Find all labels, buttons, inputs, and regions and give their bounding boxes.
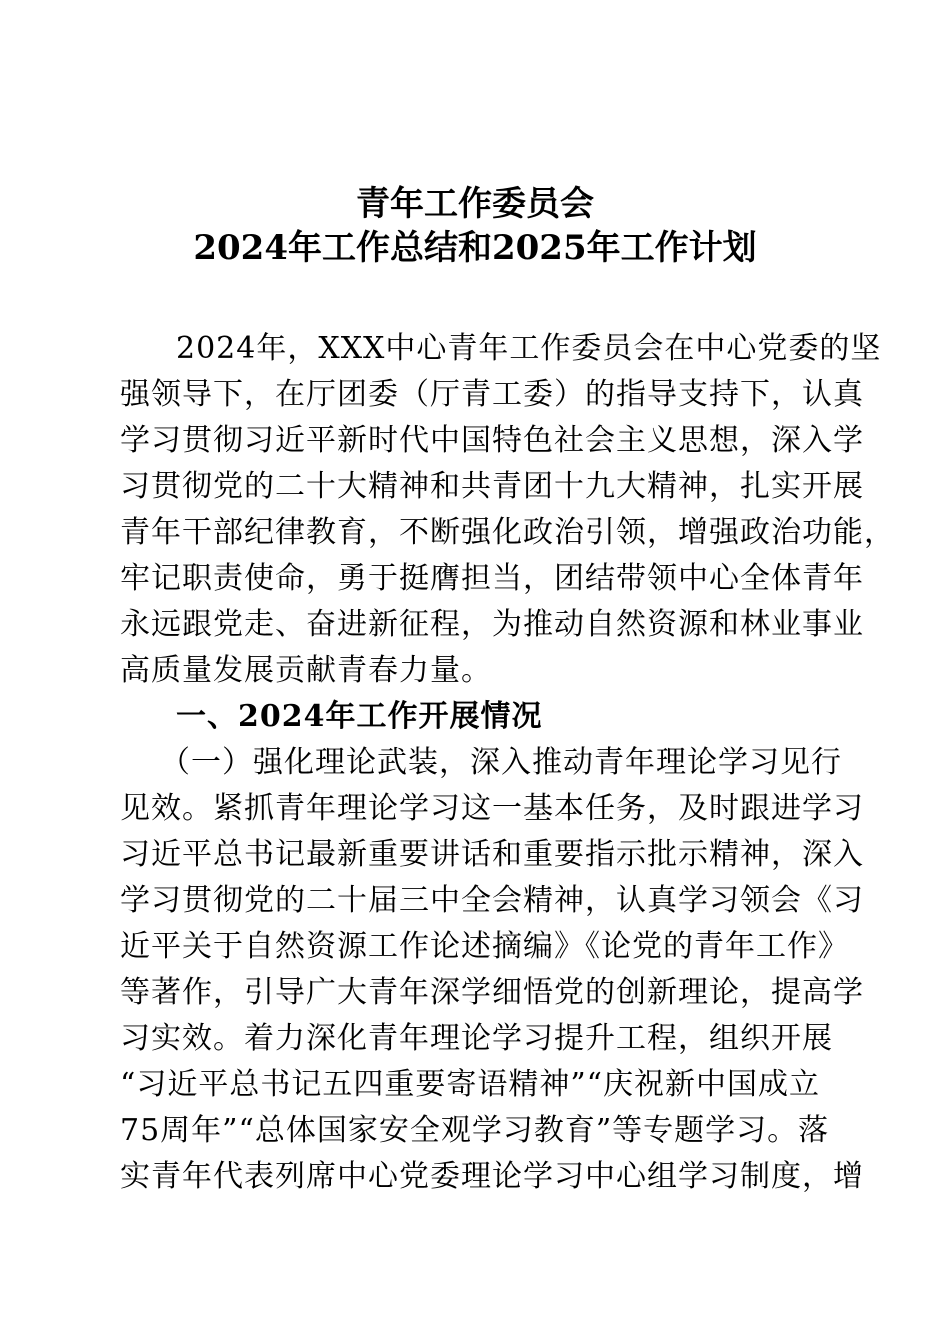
paragraph-line: 牢记职责使命，勇于挺膺担当，团结带领中心全体青年 [120, 561, 864, 596]
document-title-line-2: 2024年工作总结和2025年工作计划 [193, 228, 757, 268]
paragraph-line: 高质量发展贡献青春力量。 [120, 653, 492, 688]
paragraph-line: 青年干部纪律教育，不断强化政治引领，增强政治功能， [120, 515, 895, 550]
paragraph-line: 实青年代表列席中心党委理论学习中心组学习制度，增 [120, 1159, 864, 1194]
paragraph-line: 习贯彻党的二十大精神和共青团十九大精神，扎实开展 [120, 469, 864, 504]
section-heading: 一、2024年工作开展情况 [176, 699, 543, 734]
paragraph-line: 近平关于自然资源工作论述摘编》《论党的青年工作》 [120, 929, 849, 964]
paragraph-line: 75周年”“总体国家安全观学习教育”等专题学习。落 [120, 1113, 830, 1148]
paragraph-line: 见效。紧抓青年理论学习这一基本任务，及时跟进学习 [120, 791, 864, 826]
document-title-line-1: 青年工作委员会 [356, 184, 594, 224]
paragraph-line: 习实效。着力深化青年理论学习提升工程，组织开展 [120, 1021, 833, 1056]
paragraph-line: 永远跟党走、奋进新征程，为推动自然资源和林业事业 [120, 607, 864, 642]
paragraph-line: “习近平总书记五四重要寄语精神”“庆祝新中国成立 [120, 1067, 821, 1102]
paragraph-line: 强领导下，在厅团委（厅青工委）的指导支持下，认真 [120, 377, 864, 412]
paragraph-line: 学习贯彻党的二十届三中全会精神，认真学习领会《习 [120, 883, 864, 918]
paragraph-line: 等著作，引导广大青年深学细悟党的创新理论，提高学 [120, 975, 864, 1010]
paragraph-line: 2024年，XXX中心青年工作委员会在中心党委的坚 [176, 331, 882, 366]
paragraph-line: 习近平总书记最新重要讲话和重要指示批示精神，深入 [120, 837, 864, 872]
paragraph-line: 学习贯彻习近平新时代中国特色社会主义思想，深入学 [120, 423, 864, 458]
subsection-lead-line: （一）强化理论武装，深入推动青年理论学习见行 [160, 745, 842, 780]
